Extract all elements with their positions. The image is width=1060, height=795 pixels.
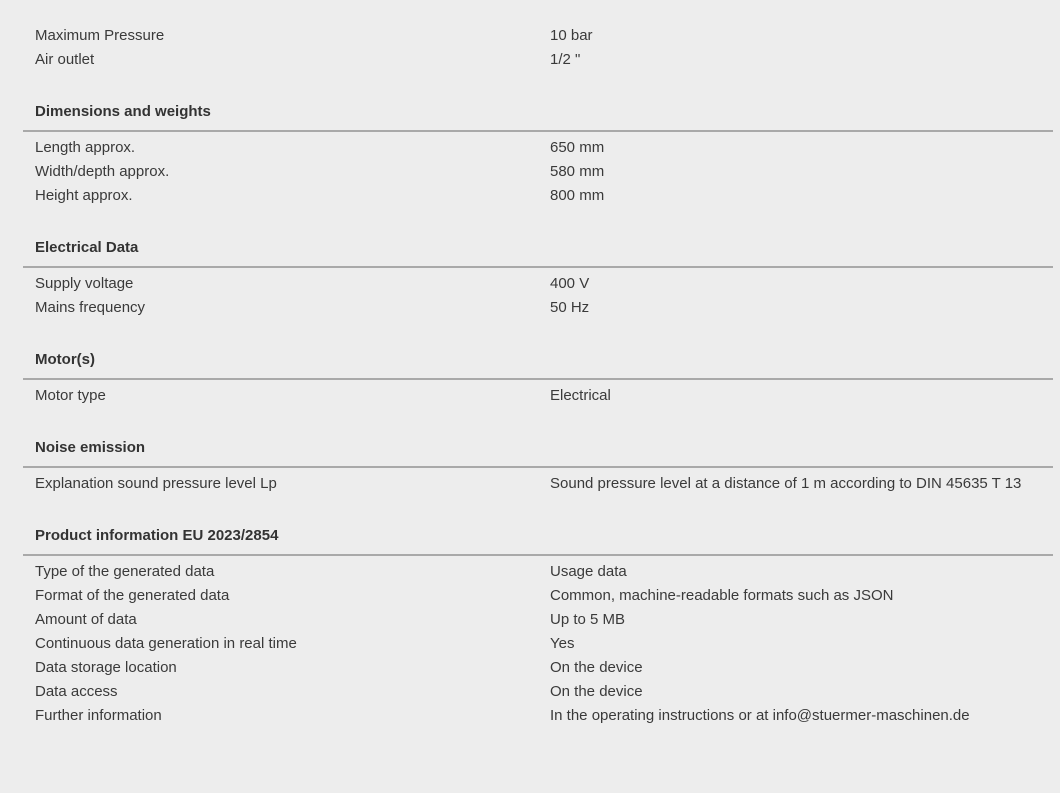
spec-label-height: Height approx. [35, 187, 133, 204]
spec-row [23, 184, 1053, 208]
spec-value-air-outlet: 1/2 " [550, 51, 581, 68]
spec-label-length: Length approx. [35, 139, 136, 156]
spec-row [23, 160, 1053, 184]
spec-value-sound-pressure: Sound pressure level at a distance of 1 m according to DIN 45635 T 13 [550, 475, 1022, 492]
spec-value-data-type: Usage data [550, 563, 627, 580]
section-divider [23, 466, 1053, 468]
spec-value-realtime-generation: Yes [550, 635, 575, 652]
spec-label-air-outlet: Air outlet [35, 51, 95, 68]
spec-label-maximum-pressure: Maximum Pressure [35, 27, 165, 44]
spec-label-data-amount: Amount of data [35, 611, 137, 628]
spec-label-mains-frequency: Mains frequency [35, 299, 146, 316]
spec-value-maximum-pressure: 10 bar [550, 27, 593, 44]
spec-row [23, 384, 1053, 408]
spec-value-data-format: Common, machine-readable formats such as JSON [550, 587, 894, 604]
spec-row [23, 608, 1053, 632]
spec-row [23, 584, 1053, 608]
spec-row [23, 632, 1053, 656]
spec-row [23, 136, 1053, 160]
spec-label-data-type: Type of the generated data [35, 563, 215, 580]
spec-row [23, 656, 1053, 680]
spec-row [23, 472, 1053, 496]
spec-value-motor-type: Electrical [550, 387, 611, 404]
spec-label-sound-pressure: Explanation sound pressure level Lp [35, 475, 277, 492]
spec-row [23, 680, 1053, 704]
section-divider [23, 130, 1053, 132]
spec-label-further-info: Further information [35, 707, 162, 724]
spec-label-data-format: Format of the generated data [35, 587, 230, 604]
spec-label-realtime-generation: Continuous data generation in real time [35, 635, 297, 652]
spec-row [23, 560, 1053, 584]
section-divider [23, 378, 1053, 380]
section-gap [23, 208, 1053, 236]
section-gap [23, 408, 1053, 436]
spec-value-height: 800 mm [550, 187, 605, 204]
spec-value-further-info: In the operating instructions or at info@stuermer-maschinen.de [550, 707, 970, 724]
section-title-dimensions: Dimensions and weights [35, 103, 211, 120]
spec-value-data-amount: Up to 5 MB [550, 611, 626, 628]
section-title-electrical: Electrical Data [35, 239, 139, 256]
spec-value-width-depth: 580 mm [550, 163, 605, 180]
spec-row [23, 272, 1053, 296]
spec-label-data-access: Data access [35, 683, 118, 700]
spec-value-length: 650 mm [550, 139, 605, 156]
section-gap [23, 320, 1053, 348]
spec-label-motor-type: Motor type [35, 387, 106, 404]
spec-label-supply-voltage: Supply voltage [35, 275, 134, 292]
spec-row [23, 704, 1053, 728]
spec-value-data-access: On the device [550, 683, 643, 700]
spec-label-width-depth: Width/depth approx. [35, 163, 170, 180]
spec-row [23, 48, 1053, 72]
section-title-motors: Motor(s) [35, 351, 95, 368]
section-gap [23, 72, 1053, 100]
section-divider [23, 266, 1053, 268]
specifications-table [23, 24, 1053, 728]
spec-value-mains-frequency: 50 Hz [550, 299, 590, 316]
section-divider [23, 554, 1053, 556]
section-gap [23, 496, 1053, 524]
spec-row [23, 24, 1053, 48]
spec-value-supply-voltage: 400 V [550, 275, 590, 292]
section-title-noise: Noise emission [35, 439, 146, 456]
spec-label-storage-location: Data storage location [35, 659, 177, 676]
spec-row [23, 296, 1053, 320]
section-title-product-info: Product information EU 2023/2854 [35, 527, 279, 544]
spec-value-storage-location: On the device [550, 659, 643, 676]
